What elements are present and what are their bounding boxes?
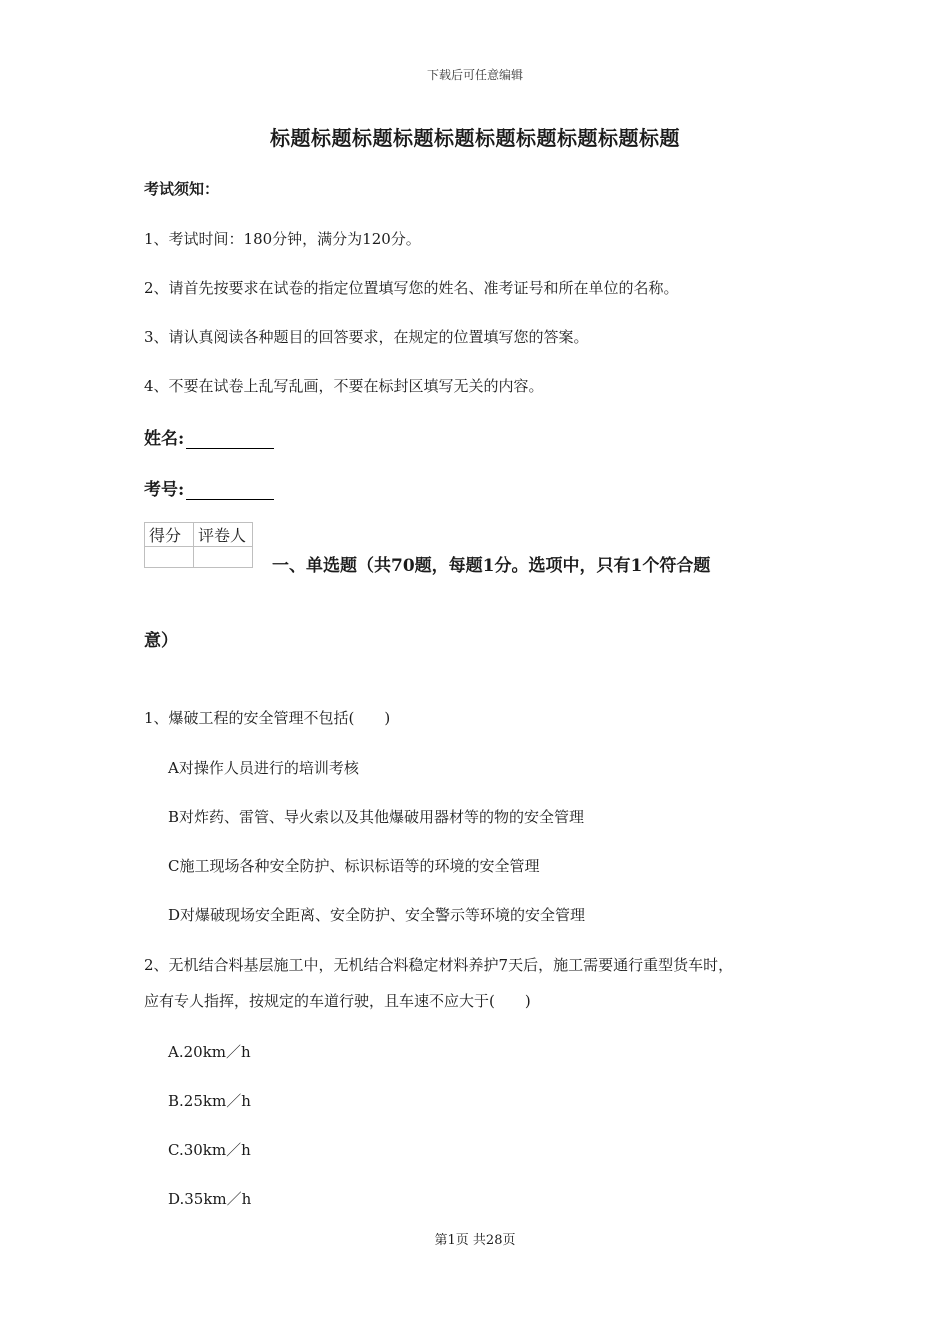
page-header-note: 下载后可任意编辑 xyxy=(426,68,523,82)
question-stem: 2、无机结合料基层施工中，无机结合料稳定材料养护7天后，施工需要通行重型货车时， xyxy=(144,956,734,974)
question-option: D对爆破现场安全距离、安全防护、安全警示等环境的安全管理 xyxy=(168,906,586,924)
document-title: 标题标题标题标题标题标题标题标题标题标题 xyxy=(270,126,680,150)
question-option: A对操作人员进行的培训考核 xyxy=(168,759,359,777)
id-blank[interactable] xyxy=(186,481,274,500)
question-option: D.35km／h xyxy=(168,1190,252,1208)
instruction-item: 2、请首先按要求在试卷的指定位置填写您的姓名、准考证号和所在单位的名称。 xyxy=(144,279,679,297)
question-stem-continued: 应有专人指挥，按规定的车道行驶，且车速不应大于( ) xyxy=(144,992,531,1010)
section-heading-line2: 意） xyxy=(144,631,178,651)
name-blank[interactable] xyxy=(186,430,274,449)
score-header: 得分 xyxy=(145,523,194,547)
question-stem: 1、爆破工程的安全管理不包括( ) xyxy=(144,709,391,727)
instruction-item: 4、不要在试卷上乱写乱画，不要在标封区填写无关的内容。 xyxy=(144,377,544,395)
question-option: C.30km／h xyxy=(168,1141,251,1159)
instruction-item: 1、考试时间：180分钟，满分为120分。 xyxy=(144,230,421,248)
id-field xyxy=(144,475,274,500)
score-table xyxy=(144,522,253,568)
name-field xyxy=(144,424,274,449)
section-heading-line1: 一、单选题（共70题，每题1分。选项中，只有1个符合题 xyxy=(272,556,711,576)
question-option: A.20km／h xyxy=(168,1043,251,1061)
id-label: 考号: xyxy=(144,480,185,500)
page-footer: 第1页 共28页 xyxy=(434,1233,516,1248)
grader-cell[interactable] xyxy=(194,547,253,568)
name-label: 姓名: xyxy=(144,429,185,449)
question-option: B.25km／h xyxy=(168,1092,251,1110)
score-cell[interactable] xyxy=(145,547,194,568)
question-option: B对炸药、雷管、导火索以及其他爆破用器材等的物的安全管理 xyxy=(168,808,585,826)
question-option: C施工现场各种安全防护、标识标语等的环境的安全管理 xyxy=(168,857,540,875)
instructions-heading: 考试须知： xyxy=(144,180,220,198)
instruction-item: 3、请认真阅读各种题目的回答要求，在规定的位置填写您的答案。 xyxy=(144,328,589,346)
grader-header: 评卷人 xyxy=(194,523,253,547)
